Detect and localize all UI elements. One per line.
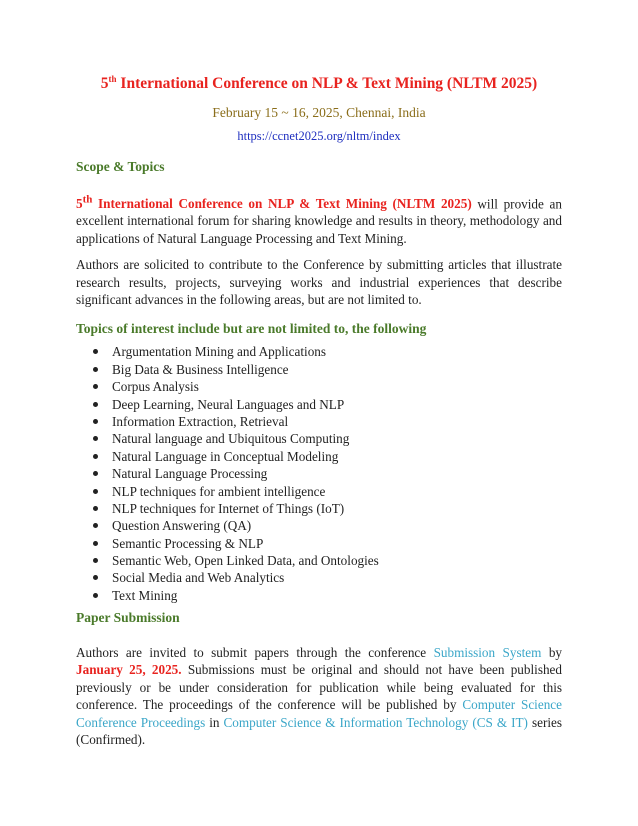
topic-item (93, 396, 562, 413)
scope-paragraph (76, 192, 562, 248)
topic-item (93, 378, 562, 395)
bullet-icon (93, 402, 98, 407)
title-text: International Conference on NLP & Text Mining (NLTM 2025) (116, 75, 538, 92)
topic-item (93, 517, 562, 534)
topic-label: Natural Language in Conceptual Modeling (112, 448, 339, 464)
topic-label: Text Mining (112, 587, 178, 603)
bullet-icon (93, 593, 98, 598)
topic-label: Big Data & Business Intelligence (112, 361, 289, 377)
topic-item (93, 465, 562, 482)
topic-item (93, 587, 562, 604)
topic-label: Information Extraction, Retrieval (112, 413, 289, 429)
title-ordinal-suffix: th (108, 74, 117, 84)
scope-heading: Scope & Topics (76, 159, 165, 174)
lead-text: International Conference on NLP & Text Mining (NLTM 2025) (92, 195, 472, 211)
conference-url-link[interactable]: https://ccnet2025.org/nltm/index (237, 128, 401, 143)
submission-deadline: January 25, 2025. (76, 662, 182, 678)
submission-heading: Paper Submission (76, 610, 180, 626)
topics-heading: Topics of interest include but are not limited to, the following (76, 320, 427, 336)
scope-paragraph-text: will provide an excellent international forum for sharing knowledge and results in theory, methodology and applications of Natural Language Processing and Text Mining. (76, 195, 562, 246)
topic-label: Natural language and Ubiquitous Computing (112, 431, 350, 447)
bullet-icon (93, 541, 98, 546)
topic-item (93, 500, 562, 517)
topic-item (93, 569, 562, 586)
submission-system-link[interactable]: Submission System (433, 644, 542, 660)
bullet-icon (93, 384, 98, 389)
submission-text-2: by (541, 644, 562, 660)
lead-ordinal: 5 (76, 195, 83, 211)
topic-item (93, 552, 562, 569)
topic-item (93, 483, 562, 500)
topic-item (93, 448, 562, 465)
lead-ordinal-suffix: th (82, 193, 93, 206)
bullet-icon (93, 349, 98, 354)
scope-lead (76, 193, 472, 211)
topic-label: Social Media and Web Analytics (112, 570, 285, 586)
topic-label: Question Answering (QA) (112, 518, 252, 534)
submission-text-5: series (Confirmed). (76, 714, 562, 748)
authors-paragraph: Authors are solicited to contribute to the Conference by submitting articles that illustrate research results, projects, surveying works and industrial experiences that describe significant advances in the following areas, but are not limited to. (76, 257, 562, 308)
topic-label: Deep Learning, Neural Languages and NLP (112, 396, 345, 412)
topic-label: Corpus Analysis (112, 379, 199, 395)
topic-item (93, 361, 562, 378)
title-ordinal: 5 (100, 75, 109, 92)
conference-dates: February 15 ~ 16, 2025, Chennai, India (212, 105, 426, 120)
topic-item (93, 413, 562, 430)
conference-title (76, 74, 562, 94)
submission-text-1: Authors are invited to submit papers through the conference (76, 644, 434, 660)
bullet-icon (93, 506, 98, 511)
bullet-icon (93, 489, 98, 494)
topic-item (93, 535, 562, 552)
bullet-icon (93, 454, 98, 459)
topic-label: Natural Language Processing (112, 466, 268, 482)
topic-label: Semantic Web, Open Linked Data, and Ontologies (112, 553, 379, 569)
bullet-icon (93, 471, 98, 476)
topic-label: Argumentation Mining and Applications (112, 344, 327, 360)
bullet-icon (93, 436, 98, 441)
topic-item (93, 343, 562, 360)
submission-text-4: in (205, 714, 224, 730)
submission-text-3: Submissions must be original and should not have been published previously or be under consideration for publication while being evaluated for this conference. The proceedings of the conference will be published by (76, 662, 562, 713)
proceedings-link[interactable]: Computer Science Conference Proceedings (76, 697, 562, 730)
submission-paragraph (76, 644, 562, 749)
topic-item (93, 430, 562, 447)
bullet-icon (93, 558, 98, 563)
series-link[interactable]: Computer Science & Information Technology (CS & IT) (223, 714, 528, 730)
bullet-icon (93, 575, 98, 580)
bullet-icon (93, 367, 98, 372)
bullet-icon (93, 419, 98, 424)
topics-list (76, 343, 562, 604)
topic-label: NLP techniques for Internet of Things (IoT) (112, 500, 345, 516)
topic-label: Semantic Processing & NLP (112, 535, 264, 551)
bullet-icon (93, 523, 98, 528)
topic-label: NLP techniques for ambient intelligence (112, 483, 326, 499)
